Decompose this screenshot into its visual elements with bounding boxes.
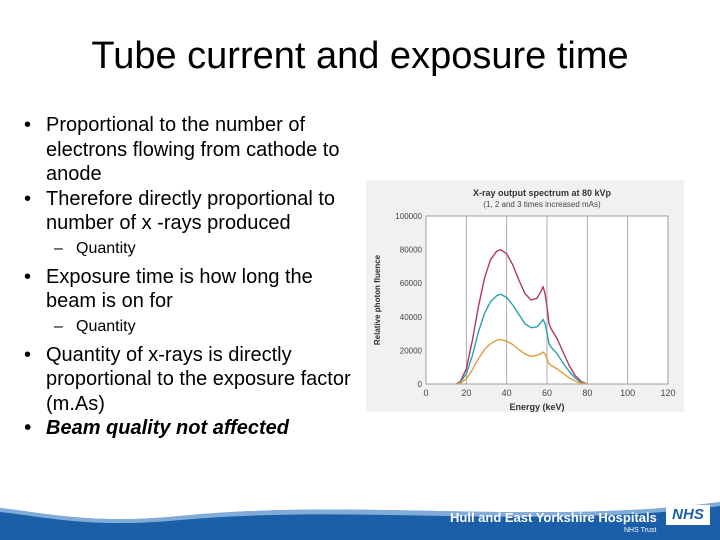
nhs-logo: NHS bbox=[666, 505, 710, 525]
y-tick-label: 60000 bbox=[399, 279, 422, 289]
chart-subtitle: (1, 2 and 3 times increased mAs) bbox=[483, 200, 601, 209]
bullet-item bbox=[24, 113, 359, 187]
bullet-marker: • bbox=[24, 417, 32, 439]
sub-bullet-item bbox=[24, 239, 359, 259]
chart-title: X-ray output spectrum at 80 kVp bbox=[472, 188, 612, 198]
bullet-text: Therefore directly proportional to number of x -rays produced bbox=[46, 187, 336, 234]
bullet-marker: • bbox=[24, 265, 32, 288]
bullet-marker: • bbox=[24, 114, 32, 136]
bullet-marker: • bbox=[24, 187, 32, 210]
x-tick-label: 60 bbox=[541, 388, 553, 398]
bullet-text: Exposure time is how long the beam is on for bbox=[46, 265, 313, 312]
x-tick-label: 120 bbox=[660, 388, 676, 398]
chart-panel bbox=[366, 180, 684, 412]
x-tick-label: 0 bbox=[423, 388, 429, 398]
dash-marker: – bbox=[54, 239, 63, 257]
y-tick-label: 80000 bbox=[399, 245, 422, 255]
spectrum-chart bbox=[366, 180, 684, 412]
x-tick-label: 20 bbox=[461, 388, 472, 398]
bullet-item bbox=[24, 343, 359, 417]
slide-title: Tube current and exposure time bbox=[91, 35, 629, 77]
bullet-text: Quantity bbox=[76, 239, 136, 257]
x-axis-label: Energy (keV) bbox=[509, 402, 565, 412]
y-tick-label: 100000 bbox=[395, 212, 422, 221]
bullet-item bbox=[24, 265, 359, 314]
bullet-list bbox=[24, 113, 359, 441]
bullet-text: Proportional to the number of electrons flowing from cathode to anode bbox=[46, 114, 340, 185]
bullet-text: Beam quality not affected bbox=[46, 417, 290, 439]
bullet-text: Quantity bbox=[76, 317, 136, 335]
x-tick-label: 100 bbox=[620, 388, 636, 398]
y-tick-label: 0 bbox=[417, 380, 422, 389]
org-subtitle: NHS Trust bbox=[624, 527, 657, 534]
y-axis-label: Relative photon fluence bbox=[373, 254, 382, 346]
x-tick-label: 80 bbox=[582, 388, 593, 398]
dash-marker: – bbox=[54, 317, 63, 335]
bullet-item bbox=[24, 416, 359, 441]
bullet-marker: • bbox=[24, 343, 32, 366]
org-name: Hull and East Yorkshire Hospitals bbox=[450, 510, 657, 525]
bullet-text: Quantity of x-rays is directly proportional to the exposure factor (m.As) bbox=[46, 343, 351, 415]
y-tick-label: 20000 bbox=[399, 346, 422, 356]
x-tick-label: 40 bbox=[501, 388, 512, 398]
y-tick-label: 40000 bbox=[399, 312, 422, 322]
sub-bullet-item bbox=[24, 317, 359, 337]
bullet-item bbox=[24, 187, 359, 236]
